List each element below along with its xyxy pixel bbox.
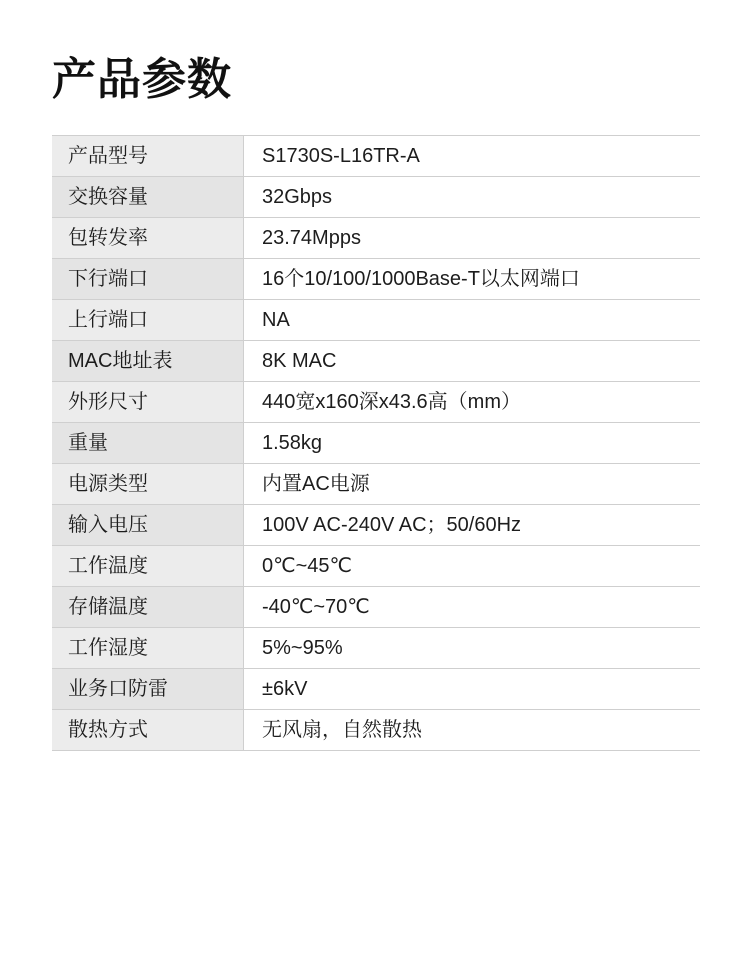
spec-label: 工作湿度 [52,628,244,669]
spec-label: 下行端口 [52,259,244,300]
spec-label: 交换容量 [52,177,244,218]
spec-value: 无风扇，自然散热 [244,710,701,751]
spec-label: 上行端口 [52,300,244,341]
spec-value: 1.58kg [244,423,701,464]
table-row [52,423,700,464]
table-row [52,546,700,587]
spec-value: 内置AC电源 [244,464,701,505]
spec-label: 存储温度 [52,587,244,628]
table-row [52,505,700,546]
spec-label: 外形尺寸 [52,382,244,423]
table-row [52,177,700,218]
table-row [52,587,700,628]
spec-label: MAC地址表 [52,341,244,382]
spec-value: 100V AC-240V AC；50/60Hz [244,505,701,546]
spec-value: 32Gbps [244,177,701,218]
spec-label: 电源类型 [52,464,244,505]
table-row [52,218,700,259]
spec-value: ±6kV [244,669,701,710]
spec-label: 工作温度 [52,546,244,587]
spec-value: -40℃~70℃ [244,587,701,628]
page-title: 产品参数 [52,55,232,104]
table-row [52,382,700,423]
table-row [52,300,700,341]
table-row [52,341,700,382]
spec-label: 产品型号 [52,136,244,177]
spec-value: 0℃~45℃ [244,546,701,587]
table-row [52,710,700,751]
spec-value: 440宽x160深x43.6高（mm） [244,382,701,423]
spec-value: 5%~95% [244,628,701,669]
spec-value: 23.74Mpps [244,218,701,259]
table-row [52,259,700,300]
table-row [52,464,700,505]
spec-value: 8K MAC [244,341,701,382]
spec-value: 16个10/100/1000Base-T以太网端口 [244,259,701,300]
spec-value: S1730S-L16TR-A [244,136,701,177]
spec-value: NA [244,300,701,341]
specification-table-body [52,136,700,751]
spec-label: 重量 [52,423,244,464]
spec-label: 业务口防雷 [52,669,244,710]
spec-label: 散热方式 [52,710,244,751]
specification-table [52,135,700,751]
spec-label: 输入电压 [52,505,244,546]
table-row [52,669,700,710]
spec-label: 包转发率 [52,218,244,259]
table-row [52,136,700,177]
table-row [52,628,700,669]
